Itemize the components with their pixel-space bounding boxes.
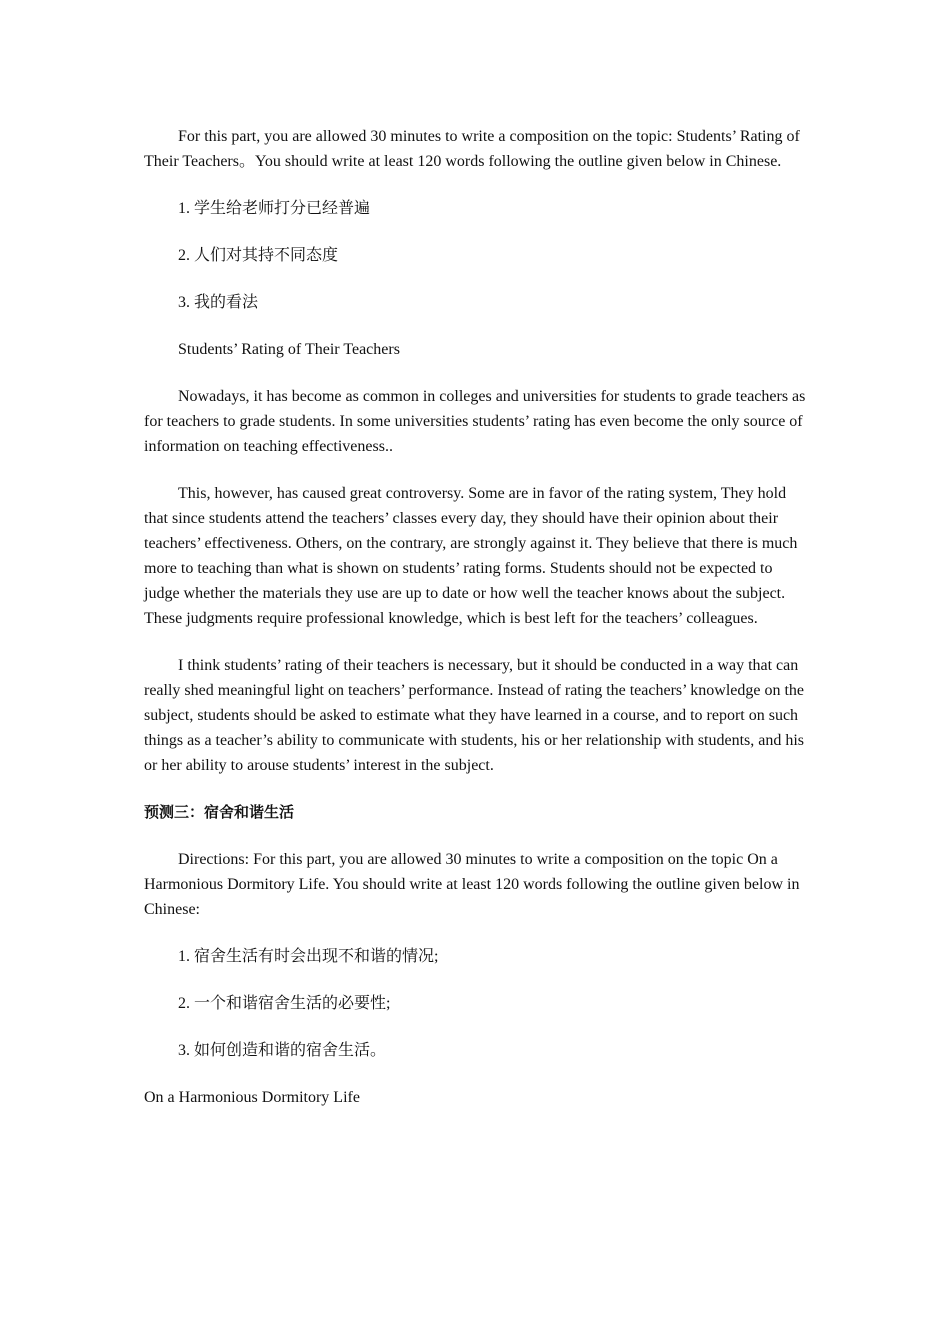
section1-paragraph-2: This, however, has caused great controversy. Some are in favor of the rating system, They hold that since students attend the teachers’ classes every day, they should have their opinion about their teachers’ effectiveness. Others, on the contrary, are strongly against it. They believe that there is much more to teaching than what is shown on students’ rating forms. Students should not be expected to judge whether the materials they use are up to date or how well the teacher knows about the subject. These judgments require professional knowledge, which is best left for the teachers’ colleagues. — [144, 485, 798, 627]
section1-outline-item-2: 2. 人们对其持不同态度 — [178, 247, 339, 264]
section2-heading: 预测三：宿舍和谐生活 — [144, 803, 295, 821]
document-page — [144, 124, 808, 1132]
section1-outline-item-3: 3. 我的看法 — [178, 294, 259, 311]
section1-paragraph-3: I think students’ rating of their teachers is necessary, but it should be conducted in a way that can really shed meaningful light on teachers’ performance. Instead of rating the teachers’ knowledge on the subject, students should be asked to estimate what they have learned in a course, and to report on such things as a teacher’s ability to communicate with students, his or her relationship with students, and his or her ability to arouse students’ interest in the subject. — [144, 657, 805, 774]
section1-essay-title: Students’ Rating of Their Teachers — [178, 341, 400, 358]
section2-outline-item-2: 2. 一个和谐宿舍生活的必要性; — [178, 995, 391, 1012]
section2-directions: Directions: For this part, you are allowed 30 minutes to write a composition on the topic On a Harmonious Dormitory Life. You should write at least 120 words following the outline given below in Chinese: — [144, 851, 800, 918]
section2-outline-item-3: 3. 如何创造和谐的宿舍生活。 — [178, 1042, 387, 1059]
section2-outline-item-1: 1. 宿舍生活有时会出现不和谐的情况; — [178, 948, 439, 965]
section1-intro: For this part, you are allowed 30 minutes to write a composition on the topic: Students’ Rating of Their Teachers。You should write at least 120 words following the outline given below in Chinese. — [144, 128, 800, 170]
section1-outline-item-1: 1. 学生给老师打分已经普遍 — [178, 200, 371, 217]
section2-essay-title: On a Harmonious Dormitory Life — [144, 1089, 360, 1106]
section1-paragraph-1: Nowadays, it has become as common in colleges and universities for students to grade teachers as for teachers to grade students. In some universities students’ rating has even become the only source of information on teaching effectiveness.. — [144, 388, 806, 455]
